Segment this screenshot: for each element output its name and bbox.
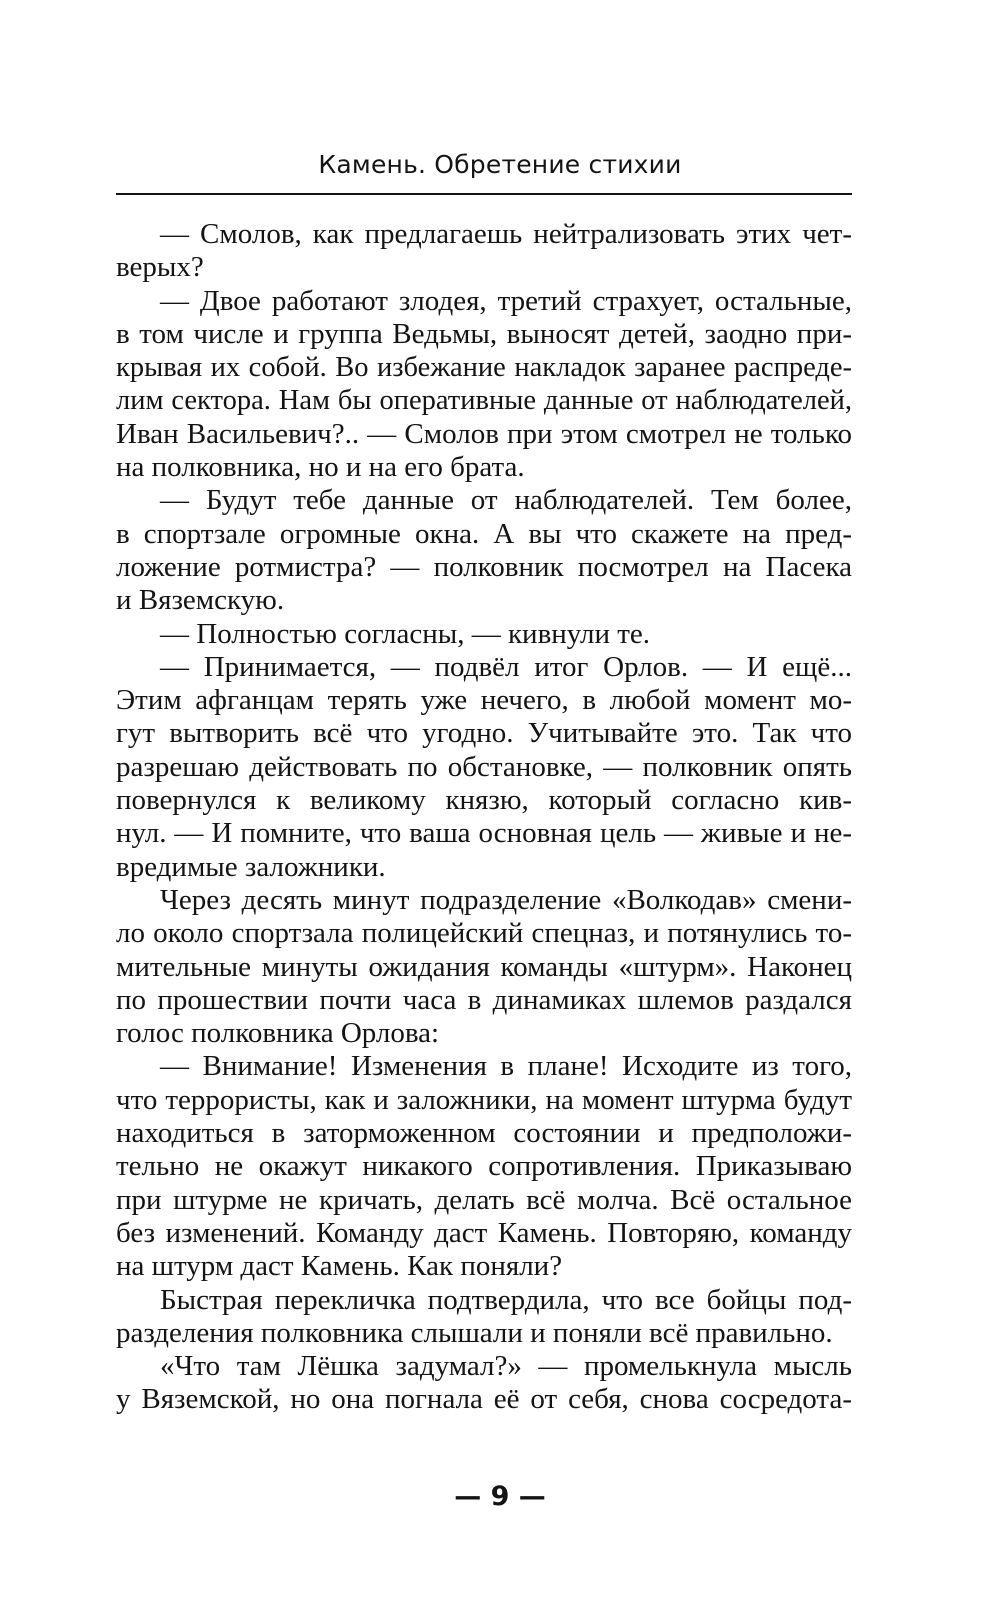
text-line: при штурме не кричать, делать всё молча. Всё остальное [116,1183,852,1216]
text-line: на штурм даст Камень. Как поняли? [116,1250,563,1283]
text-line: вредимые заложники. [116,850,386,883]
text-line: мительные минуты ожидания команды «штурм». Наконец [116,950,852,983]
text-line: повернулся к великому князю, который согласно кив- [116,784,852,817]
header-rule [116,193,852,195]
text-line: нул. — И помните, что ваша основная цель — живые и не- [116,817,852,850]
text-line: находиться в заторможенном состоянии и предположи- [116,1117,852,1150]
text-line: разрешаю действовать по обстановке, — полковник опять [116,750,852,783]
text-line: ло около спортзала полицейский спецназ, и потянулись то- [116,917,852,950]
text-line: — Двое работают злодея, третий страхует, остальные, [160,284,852,317]
text-line: без изменений. Команду даст Камень. Повторяю, команду [116,1216,852,1249]
text-line: лим сектора. Нам бы оперативные данные от наблюдателей, [116,385,852,417]
text-line: в спортзале огромные окна. А вы что скажете на пред- [116,517,852,550]
text-line: — Полностью согласны, — кивнули те. [160,617,651,650]
text-line: «Что там Лёшка задумал?» — промелькнула мысль [160,1350,852,1383]
text-line: Быстрая перекличка подтвердила, что все бойцы под- [160,1283,852,1316]
text-line: и Вяземскую. [116,584,285,617]
text-line: — Принимается, — подвёл итог Орлов. — И ещё... [160,650,852,683]
text-line: тельно не окажут никакого сопротивления. Приказываю [116,1150,852,1183]
text-line: разделения полковника слышали и поняли всё правильно. [116,1316,833,1349]
running-head-title: Камень. Обретение стихии [318,150,682,179]
text-line: верых? [116,251,204,284]
body-text [116,218,852,1417]
text-line: крывая их собой. Во избежание накладок заранее распреде- [116,352,852,384]
page-number: — 9 — [454,1481,546,1512]
text-line: голос полковника Орлова: [116,1017,440,1050]
text-line: по прошествии почти часа в динамиках шлемов раздался [116,983,852,1016]
text-line: — Смолов, как предлагаешь нейтрализовать этих чет- [160,218,852,250]
text-line: у Вяземской, но она погнала её от себя, снова сосредота- [116,1383,852,1416]
text-line: — Будут тебе данные от наблюдателей. Тем более, [160,484,852,517]
text-line: Этим афганцам терять уже нечего, в любой момент мо- [116,684,852,717]
text-line: что террористы, как и заложники, на момент штурма будут [116,1083,852,1116]
text-line: Иван Васильевич?.. — Смолов при этом смотрел не только [116,417,852,450]
text-line: — Внимание! Изменения в плане! Исходите из того, [160,1050,852,1083]
text-line: ложение ротмистра? — полковник посмотрел на Пасека [116,550,852,583]
text-line: гут вытворить всё что угодно. Учитывайте это. Так что [116,717,852,750]
text-line: на полковника, но и на его брата. [116,451,525,484]
text-line: Через десять минут подразделение «Волкодав» смени- [160,883,852,916]
text-line: в том числе и группа Ведьмы, выносят детей, заодно при- [116,317,852,350]
